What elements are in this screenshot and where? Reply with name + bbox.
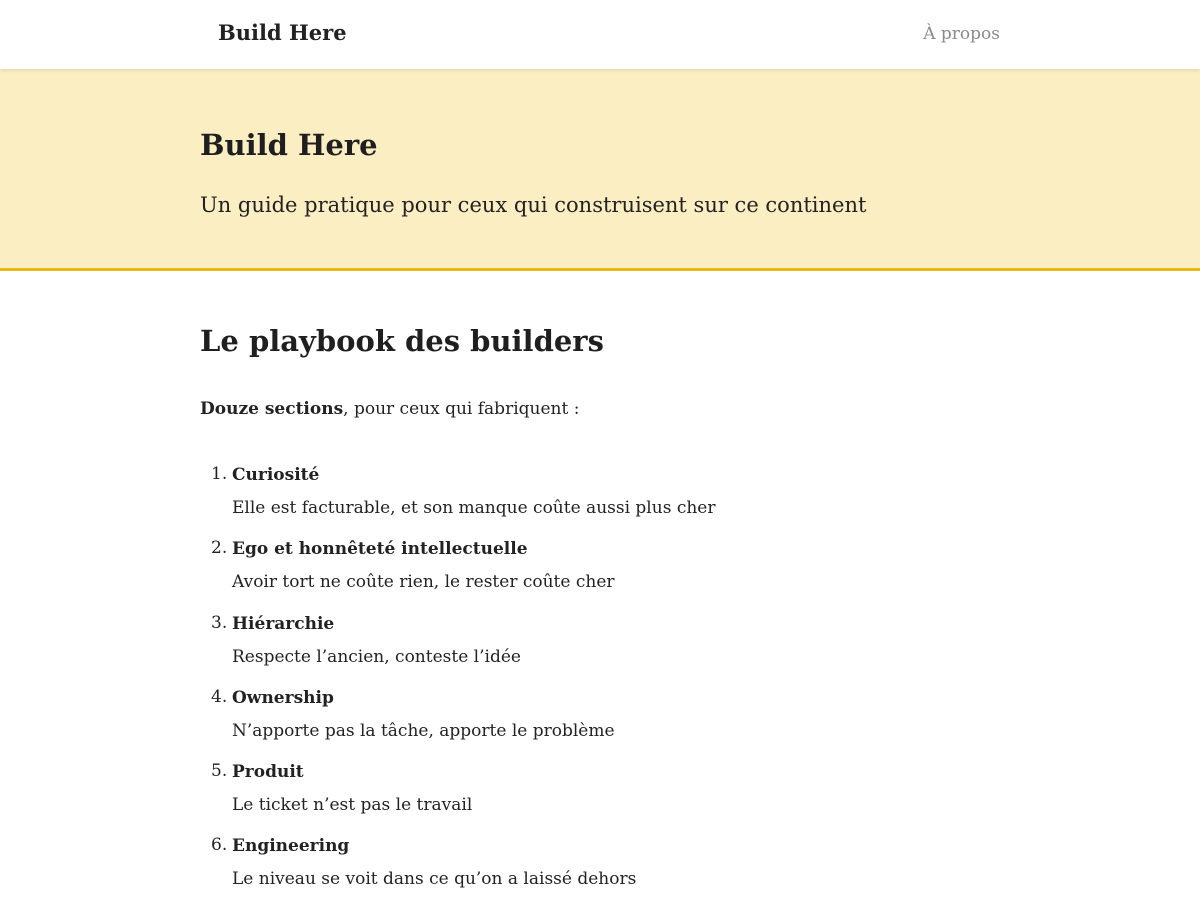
brand-link[interactable]: Build Here <box>218 20 347 45</box>
section-number: 3. <box>211 612 228 633</box>
section-description: N’apporte pas la tâche, apporte le problème <box>232 720 615 741</box>
section-item-6 <box>200 835 1000 900</box>
sections-list <box>200 464 1000 900</box>
section-description: Avoir tort ne coûte rien, le rester coûte cher <box>232 572 615 593</box>
section-title: Hiérarchie <box>232 613 335 634</box>
section-description: Le niveau se voit dans ce qu’on a laissé dehors <box>232 869 637 890</box>
section-description: Respecte l’ancien, conteste l’idée <box>232 646 521 667</box>
intro-bold-text: Douze sections <box>200 399 344 419</box>
section-number: 1. <box>211 464 228 484</box>
section-title: Ownership <box>232 687 334 708</box>
section-number: 2. <box>211 538 228 559</box>
page-title: Le playbook des builders <box>200 324 604 358</box>
section-number: 6. <box>211 835 228 856</box>
section-item-1 <box>200 464 1000 538</box>
section-number: 5. <box>211 761 228 782</box>
section-title: Produit <box>232 762 304 783</box>
intro-paragraph <box>200 399 579 419</box>
section-description: Le ticket n’est pas le travail <box>232 795 473 816</box>
section-item-5 <box>200 761 1000 835</box>
hero-title: Build Here <box>200 128 378 162</box>
top-navigation-bar <box>0 0 1200 69</box>
section-title: Curiosité <box>232 465 320 485</box>
section-title: Engineering <box>232 836 350 857</box>
section-item-3 <box>200 613 1000 687</box>
intro-text: , pour ceux qui fabriquent : <box>343 399 580 419</box>
hero-subtitle: Un guide pratique pour ceux qui construisent sur ce continent <box>200 193 867 217</box>
section-description: Elle est facturable, et son manque coûte aussi plus cher <box>232 498 716 518</box>
section-number: 4. <box>211 686 228 707</box>
section-item-2 <box>200 538 1000 612</box>
section-title: Ego et honnêteté intellectuelle <box>232 539 528 560</box>
hero-banner <box>0 69 1200 271</box>
section-item-4 <box>200 687 1000 761</box>
nav-link-about[interactable]: À propos <box>923 24 1000 44</box>
